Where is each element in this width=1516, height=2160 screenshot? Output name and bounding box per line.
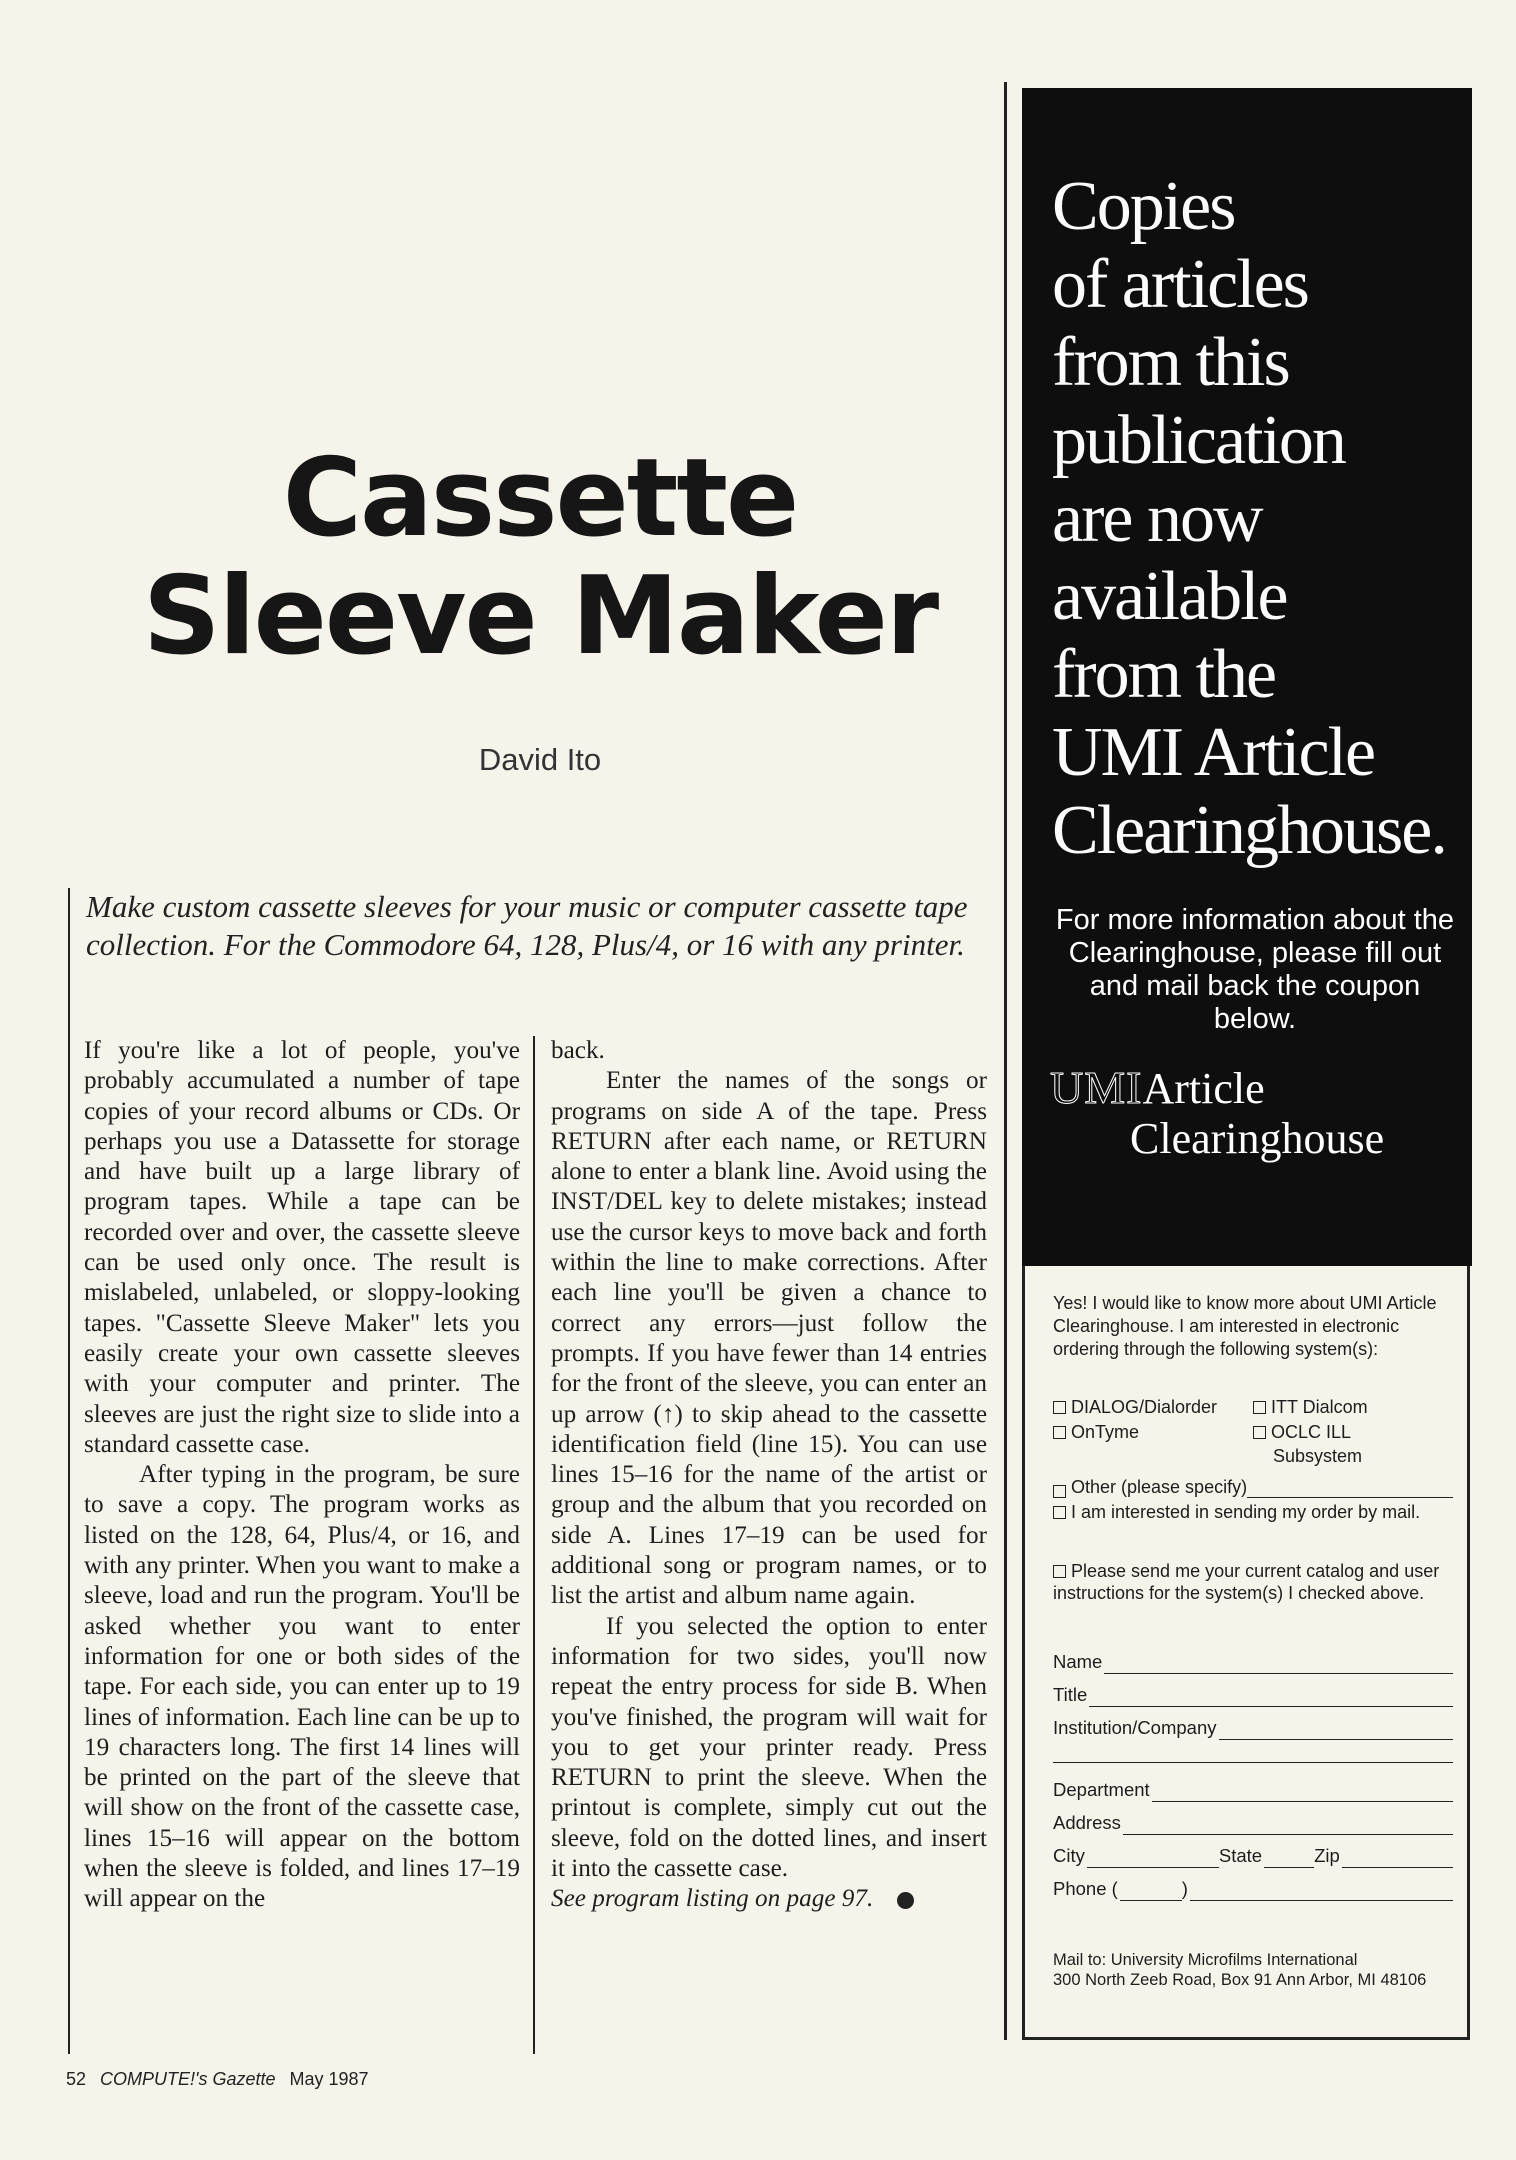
logo-article: Article <box>1142 1064 1265 1113</box>
ad-headline-line: publication <box>1052 402 1345 479</box>
option-catalog[interactable] <box>1053 1560 1453 1604</box>
page-footer <box>66 2069 369 2090</box>
institution-line[interactable] <box>1219 1724 1453 1740</box>
title-line-2: Sleeve Maker <box>142 554 938 679</box>
logo-umi: UMI <box>1050 1062 1143 1113</box>
body-paragraph: back. <box>551 1037 605 1064</box>
ad-headline-line: UMI Article <box>1052 714 1375 791</box>
body-column-1 <box>84 1036 520 1915</box>
ad-headline-line: from the <box>1052 636 1276 713</box>
option-label: I am interested in sending my order by mail. <box>1071 1502 1421 1522</box>
option-label: OCLC ILL <box>1271 1422 1352 1442</box>
option-label: Please send me your current catalog and user instructions for the system(s) I checked above. <box>1053 1561 1440 1603</box>
field-label: Name <box>1053 1651 1103 1672</box>
name-field[interactable] <box>1053 1650 1453 1674</box>
field-label: State <box>1218 1845 1263 1866</box>
checkbox-ontyme[interactable] <box>1053 1426 1066 1439</box>
option-label: Other (please specify) <box>1071 1477 1248 1497</box>
option-ontyme[interactable] <box>1053 1421 1139 1443</box>
issue-date: May 1987 <box>289 2069 369 2089</box>
title-field[interactable] <box>1053 1683 1453 1707</box>
option-oclc[interactable] <box>1253 1421 1351 1443</box>
phone-paren: ) <box>1181 1878 1188 1899</box>
title-line-1: Cassette <box>282 436 798 561</box>
city-state-zip-field[interactable] <box>1053 1844 1453 1868</box>
title-line[interactable] <box>1089 1691 1453 1707</box>
institution-field-extra[interactable] <box>1053 1747 1453 1763</box>
zip-line[interactable] <box>1342 1852 1453 1868</box>
option-itt[interactable] <box>1253 1396 1368 1418</box>
phone-field[interactable] <box>1053 1877 1453 1901</box>
area-code-line[interactable] <box>1120 1885 1182 1901</box>
order-coupon <box>1022 1266 1470 2040</box>
coupon-intro: Yes! I would like to know more about UMI Article Clearinghouse. I am interested in electronic ordering through the following system(s): <box>1053 1293 1437 1359</box>
checkbox-oclc[interactable] <box>1253 1426 1266 1439</box>
institution-field[interactable] <box>1053 1716 1453 1740</box>
phone-line[interactable] <box>1190 1885 1453 1901</box>
end-mark-icon <box>897 1892 914 1909</box>
field-label: Department <box>1053 1779 1150 1800</box>
field-label: Zip <box>1314 1845 1340 1866</box>
checkbox-dialog[interactable] <box>1053 1401 1066 1414</box>
ad-headline-line: of articles <box>1052 246 1308 323</box>
body-paragraph: If you selected the option to enter information for two sides, you'll now repeat the entry process for side B. When you've finished, the program will wait for you to get your printer ready. Press RETURN to print the sleeve. When the printout is complete, simply cut out the sleeve, fold on the dotted lines, and insert it into the cassette case. <box>551 1612 987 1883</box>
field-label: Phone ( <box>1053 1878 1118 1899</box>
name-line[interactable] <box>1104 1658 1453 1674</box>
deck-rule <box>68 888 70 1040</box>
ad-headline-line: are now <box>1052 480 1262 557</box>
page-number: 52 <box>66 2069 87 2089</box>
body-column-2 <box>551 1036 987 1915</box>
checkbox-mail[interactable] <box>1053 1506 1066 1519</box>
body-paragraph: Enter the names of the songs or programs on side A of the tape. Press RETURN after each name, or RETURN alone to enter a blank line. Avoid using the INST/DEL key to delete mistakes; instead use the cursor keys to move back and forth within the line to make corrections. After each line you'll be given a chance to correct any errors—just follow the prompts. If you have fewer than 14 entries for the front of the sleeve, you can enter an up arrow (↑) to skip ahead to the cassette identification field (line 15). You can use lines 15–16 for the name of the artist or group and the album that you recorded on side A. Lines 17–19 can be used for additional song or program names, or to list the artist and album name again. <box>551 1067 987 1610</box>
field-label: Institution/Company <box>1053 1717 1217 1738</box>
column-rule-middle <box>533 1036 535 2054</box>
magazine-name: COMPUTE!'s Gazette <box>100 2069 276 2089</box>
checkbox-other[interactable] <box>1053 1485 1066 1498</box>
ad-headline-line: Copies <box>1052 168 1235 245</box>
umi-logo <box>1050 1062 1470 1163</box>
umi-advertisement <box>1022 88 1472 1266</box>
department-line[interactable] <box>1152 1786 1453 1802</box>
ad-headline-line: available <box>1052 558 1287 635</box>
mail-line: Mail to: University Microfilms International <box>1053 1951 1358 1969</box>
department-field[interactable] <box>1053 1778 1453 1802</box>
checkbox-catalog[interactable] <box>1053 1565 1066 1578</box>
other-fill-line[interactable] <box>1247 1483 1453 1498</box>
ad-headline-line: Clearinghouse. <box>1052 792 1446 869</box>
body-paragraph: After typing in the program, be sure to save a copy. The program works as listed on the 128, 64, Plus/4, or 16, and with any printer. When you want to make a sleeve, load and run the program. You'll be asked whether you want to enter information for one or both sides of the tape. For each side, you can enter up to 19 lines of information. Each line can be up to 19 characters long. The first 14 lines will be printed on the part of the sleeve that will show on the front of the cassette case, lines 15–16 will appear on the bottom when the sleeve is folded, and lines 17–19 will appear on the <box>84 1461 520 1913</box>
address-field[interactable] <box>1053 1811 1453 1835</box>
mail-to-address <box>1053 1950 1463 1990</box>
option-label: ITT Dialcom <box>1271 1397 1368 1417</box>
city-line[interactable] <box>1087 1852 1219 1868</box>
state-line[interactable] <box>1264 1852 1314 1868</box>
ad-subtext: For more information about the Clearinghouse, please fill out and mail back the coupon below. <box>1055 904 1455 1035</box>
ad-headline-line: from this <box>1052 324 1289 401</box>
option-other[interactable] <box>1053 1476 1453 1498</box>
option-subsystem: Subsystem <box>1273 1446 1363 1466</box>
body-paragraph: If you're like a lot of people, you've probably accumulated a number of tape copies of your record albums or CDs. Or perhaps you use a Datassette for storage and have built up a large library of program tapes. While a tape can be recorded over and over, the cassette sleeve can be used only once. The result is mislabeled, unlabeled, or sloppy-looking tapes. "Cassette Sleeve Maker" lets you easily create your own cassette sleeves with your computer and printer. The sleeves are just the right size to slide into a standard cassette case. <box>84 1037 520 1458</box>
program-listing-note: See program listing on page 97. <box>551 1885 874 1913</box>
field-label: Title <box>1053 1684 1088 1705</box>
field-label: City <box>1053 1845 1085 1866</box>
option-label: DIALOG/Dialorder <box>1071 1397 1218 1417</box>
mail-line: 300 North Zeeb Road, Box 91 Ann Arbor, MI 48106 <box>1053 1971 1427 1989</box>
article-deck: Make custom cassette sleeves for your music or computer cassette tape collection. For the Commodore 64, 128, Plus/4, or 16 with any printer. <box>86 889 968 962</box>
checkbox-itt[interactable] <box>1253 1401 1266 1414</box>
address-line[interactable] <box>1123 1819 1453 1835</box>
option-dialog[interactable] <box>1053 1396 1217 1418</box>
field-label: Address <box>1053 1812 1121 1833</box>
option-label: OnTyme <box>1071 1422 1140 1442</box>
option-mail[interactable] <box>1053 1501 1453 1523</box>
institution-line-2[interactable] <box>1053 1747 1453 1763</box>
column-rule-left <box>68 1036 70 2054</box>
logo-clearinghouse: Clearinghouse <box>1130 1114 1385 1163</box>
author-byline: David Ito <box>478 742 602 777</box>
ad-divider-rule <box>1004 82 1007 2040</box>
article-title <box>110 436 970 679</box>
ad-headline <box>1052 168 1472 870</box>
